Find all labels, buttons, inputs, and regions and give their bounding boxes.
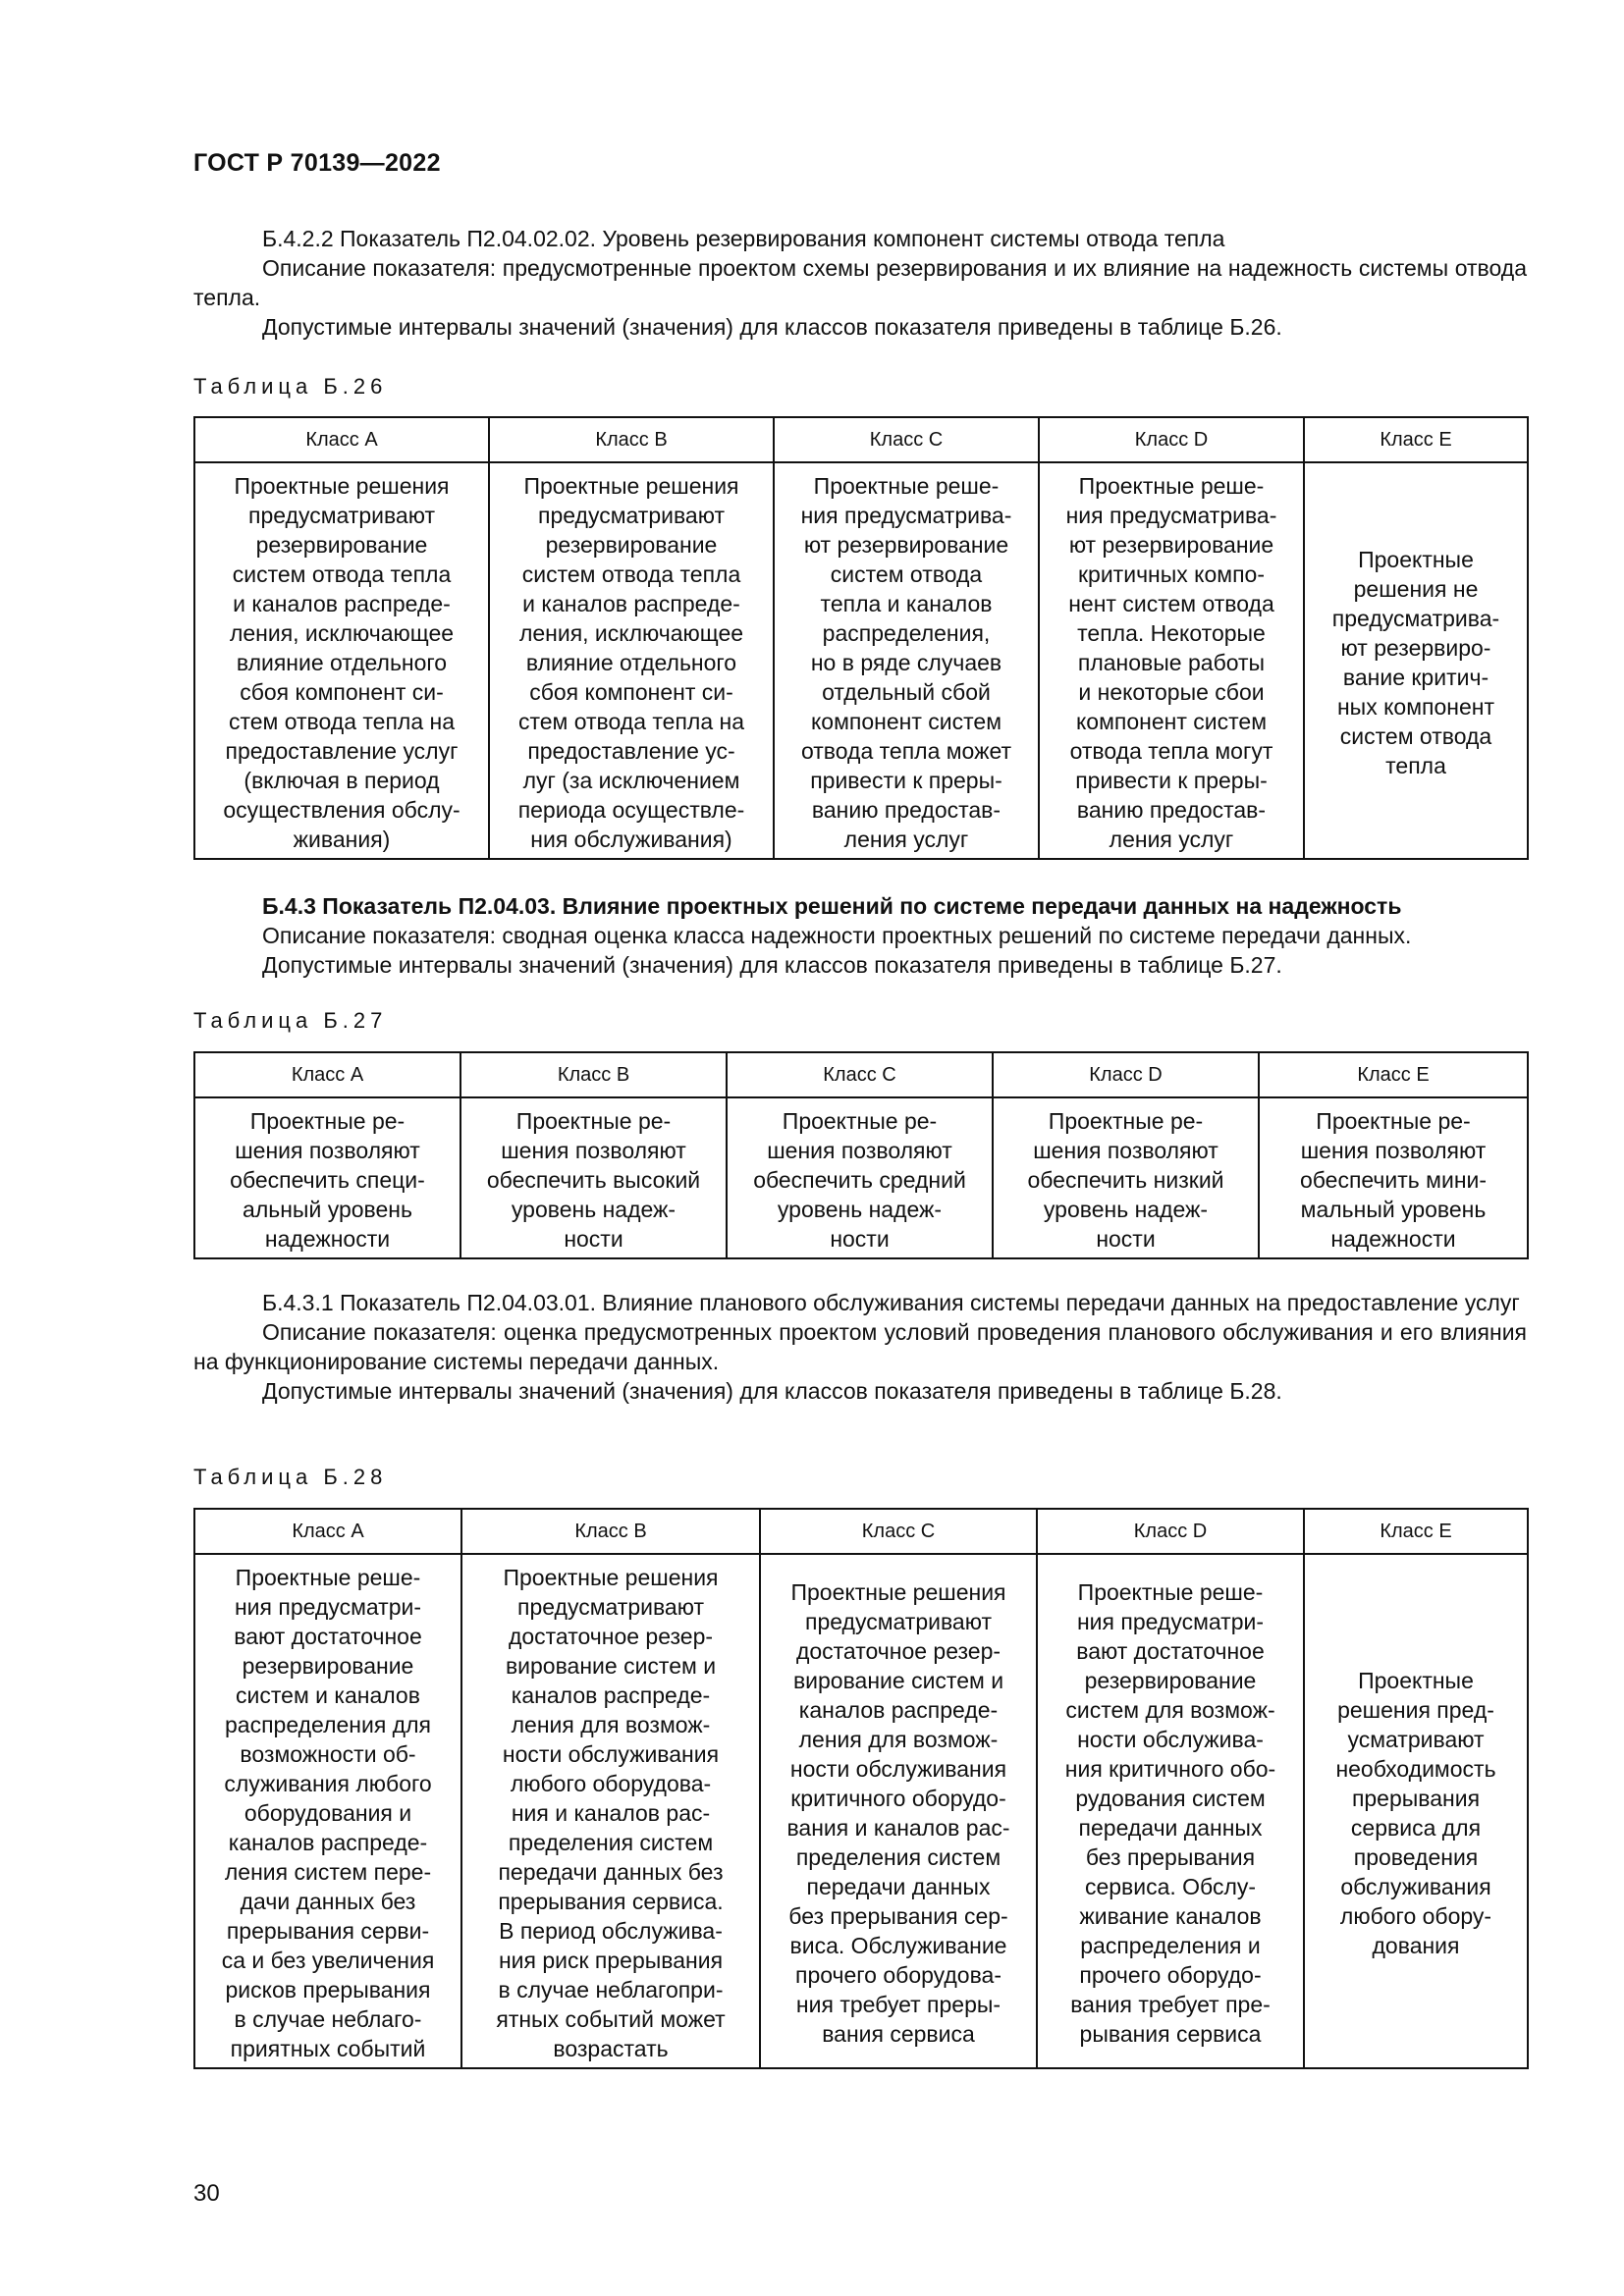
document-header: ГОСТ Р 70139—2022: [193, 149, 441, 177]
section-b4-3-1: [193, 1288, 1527, 1406]
table-row: [194, 1561, 1528, 2068]
cell-class-c: Проектные ре- шения позволяют обеспечить средний уровень надеж- ности: [727, 1104, 993, 1258]
cell-class-a: Проектные ре- шения позволяют обеспечить специ- альный уровень надежности: [194, 1104, 460, 1258]
section-intervals: Допустимые интервалы значений (значения) для классов показателя приведены в таблице Б.28.: [262, 1378, 1282, 1404]
header-class-c: Класс С: [727, 1052, 993, 1097]
header-class-b: Класс В: [461, 1509, 760, 1554]
section-intervals: Допустимые интервалы значений (значения) для классов показателя приведены в таблице Б.26.: [262, 314, 1282, 340]
header-class-a: Класс А: [194, 417, 489, 462]
section-title: Б.4.3 Показатель П2.04.03. Влияние проектных решений по системе передачи данных на надежность: [262, 893, 1402, 919]
table-header-row: [194, 1509, 1528, 1554]
header-class-c: Класс С: [760, 1509, 1037, 1554]
table-caption: Таблица Б.26: [193, 374, 388, 399]
section-intervals: Допустимые интервалы значений (значения) для классов показателя приведены в таблице Б.27.: [262, 952, 1282, 978]
header-class-d: Класс D: [1037, 1509, 1304, 1554]
section-title: Б.4.2.2 Показатель П2.04.02.02. Уровень резервирования компонент системы отвода тепла: [262, 226, 1225, 251]
table-row: [194, 469, 1528, 859]
header-class-b: Класс В: [460, 1052, 727, 1097]
cell-class-e: Проектные ре- шения позволяют обеспечить мини- мальный уровень надежности: [1259, 1104, 1528, 1258]
header-class-b: Класс В: [489, 417, 774, 462]
header-class-e: Класс Е: [1259, 1052, 1528, 1097]
table-b28: [193, 1508, 1529, 2069]
section-description: Описание показателя: оценка предусмотренных проектом условий проведения планового обслуживания и его влияния на функционирование системы передачи данных.: [193, 1319, 1527, 1374]
cell-class-b: Проектные ре- шения позволяют обеспечить высокий уровень надеж- ности: [460, 1104, 727, 1258]
cell-class-d: Проектные ре- шения позволяют обеспечить низкий уровень надеж- ности: [993, 1104, 1259, 1258]
section-b4-3: [193, 891, 1527, 980]
section-b4-2-2: [193, 224, 1527, 342]
cell-class-b: Проектные решения предусматривают резервирование систем отвода тепла и каналов распреде- ления, исключающее влияние отдельного сбоя компонент си- стем отвода тепла на предоставление ус- луг (за исключением периода осуществле- ния обслуживания): [489, 469, 774, 859]
header-class-a: Класс А: [194, 1052, 460, 1097]
section-description: Описание показателя: сводная оценка класса надежности проектных решений по системе передачи данных.: [262, 923, 1412, 948]
section-title: Б.4.3.1 Показатель П2.04.03.01. Влияние планового обслуживания системы передачи данных на предоставление услуг: [262, 1290, 1520, 1315]
cell-class-e: Проектные решения пред- усматривают необходимость прерывания сервиса для проведения обслуживания любого обору- дования: [1304, 1561, 1528, 2068]
cell-class-d: Проектные реше- ния предусматри- вают достаточное резервирование систем для возмож- ности обслужива- ния критичного обо- рудования систем передачи данных без прерывания сервиса. Обслу- живание каналов распределения и прочего оборудо- вания требует пре- рывания сервиса: [1037, 1561, 1304, 2068]
cell-class-a: Проектные решения предусматривают резервирование систем отвода тепла и каналов распреде- ления, исключающее влияние отдельного сбоя компонент си- стем отвода тепла на предоставление услуг (включая в период осуществления обслу- живания): [194, 469, 489, 859]
page-number: 30: [193, 2180, 220, 2207]
table-caption: Таблица Б.28: [193, 1465, 388, 1489]
table-header-row: [194, 1052, 1528, 1097]
table-header-row: [194, 417, 1528, 462]
table-spacer-row: [194, 1554, 1528, 1561]
header-class-e: Класс Е: [1304, 1509, 1528, 1554]
cell-class-a: Проектные реше- ния предусматри- вают достаточное резервирование систем и каналов распределения для возможности об- служивания любого оборудования и каналов распреде- ления систем пере- дачи данных без прерывания серви- са и без увеличения рисков прерывания в случае неблаго- приятных событий: [194, 1561, 461, 2068]
table-caption: Таблица Б.27: [193, 1008, 388, 1033]
section-description: Описание показателя: предусмотренные проектом схемы резервирования и их влияние на надежность системы отвода тепла.: [193, 255, 1527, 310]
cell-class-c: Проектные решения предусматривают достаточное резер- вирование систем и каналов распреде- ления для возмож- ности обслуживания критичного оборудо- вания и каналов рас- пределения систем передачи данных без прерывания сер- виса. Обслуживание прочего оборудова- ния требует преры- вания сервиса: [760, 1561, 1037, 2068]
cell-class-b: Проектные решения предусматривают достаточное резер- вирование систем и каналов распреде- ления для возмож- ности обслуживания любого оборудова- ния и каналов рас- пределения систем передачи данных без прерывания сервиса. В период обслужива- ния риск прерывания в случае неблагопри- ятных событий может возрастать: [461, 1561, 760, 2068]
table-b27: [193, 1051, 1529, 1259]
header-class-d: Класс D: [993, 1052, 1259, 1097]
table-b26: [193, 416, 1529, 860]
table-row: [194, 1104, 1528, 1258]
cell-class-c: Проектные реше- ния предусматрива- ют резервирование систем отвода тепла и каналов распределения, но в ряде случаев отдельный сбой компонент систем отвода тепла может привести к преры- ванию предостав- ления услуг: [774, 469, 1039, 859]
cell-class-e: Проектные решения не предусматрива- ют резервиро- вание критич- ных компонент систем отвода тепла: [1304, 469, 1528, 859]
header-class-d: Класс D: [1039, 417, 1304, 462]
header-class-a: Класс А: [194, 1509, 461, 1554]
table-spacer-row: [194, 1097, 1528, 1104]
cell-class-d: Проектные реше- ния предусматрива- ют резервирование критичных компо- нент систем отвода тепла. Некоторые плановые работы и некоторые сбои компонент систем отвода тепла могут привести к преры- ванию предостав- ления услуг: [1039, 469, 1304, 859]
header-class-c: Класс С: [774, 417, 1039, 462]
table-spacer-row: [194, 462, 1528, 469]
header-class-e: Класс Е: [1304, 417, 1528, 462]
